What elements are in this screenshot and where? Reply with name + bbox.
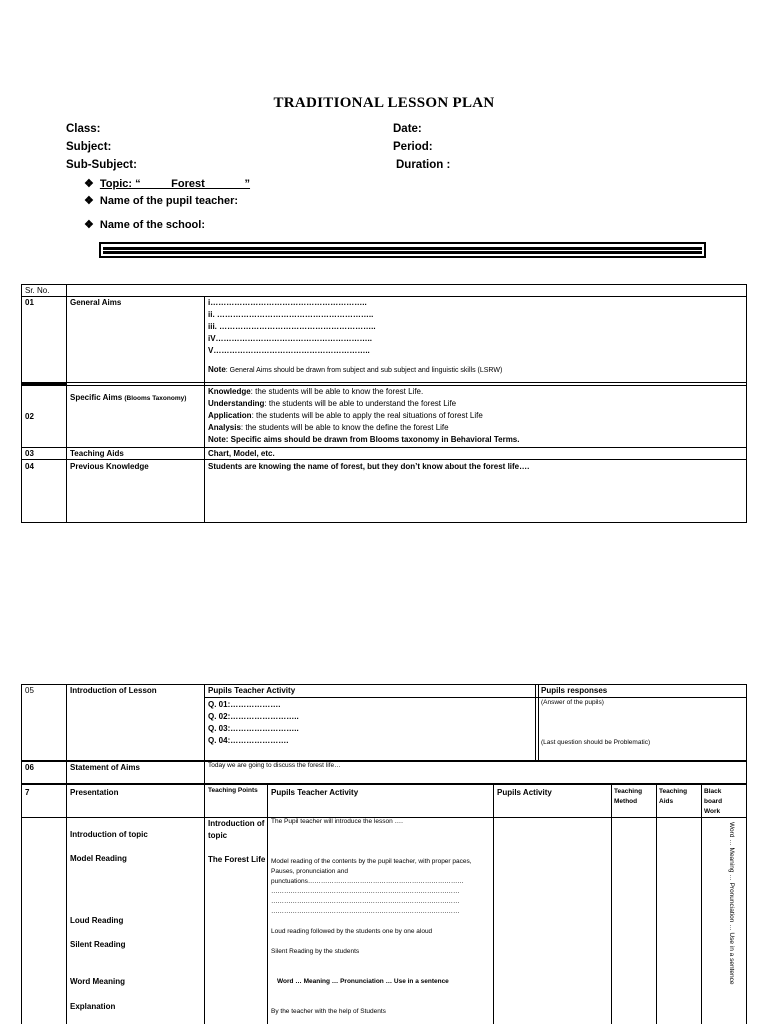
teaching-aids-label: Teaching Aids [70,449,124,458]
pupils-answer-note: (Answer of the pupils) [541,699,604,706]
sr-no-header: Sr. No. [25,286,50,295]
double-rule-divider [99,242,706,258]
analysis-text: : the students will be able to know the define the forest Life [240,423,449,432]
blackboard-vertical-text: Word … Meaning … Pronunciation … Use in a sentence [728,822,735,985]
teaching-aids-value: Chart, Model, etc. [208,449,275,458]
page-title: TRADITIONAL LESSON PLAN [273,95,495,111]
general-aims-label: General Aims [70,298,122,307]
understanding-aim [208,399,456,408]
class-label: Class: [66,123,101,135]
silent-reading-label: Silent Reading [70,940,126,949]
activity-model-reading: Model reading of the contents by the pupil teacher, with proper paces, Pauses, pronunciation and punctuations……………………………………………………………… [271,858,472,885]
row-02-sr: 02 [25,412,34,421]
question-3: Q. 03:…………………….. [208,724,299,733]
word-meaning-label: Word Meaning [70,977,125,986]
activity-explanation: By the teacher with the help of Students [271,1008,386,1015]
understanding-text: : the students will be able to understand the forest Life [264,399,457,408]
activity-dots-1: …………………………………………………………………………… [271,888,460,895]
activity-word-meaning: Word … Meaning … Pronunciation … Use in a sentence [277,978,449,985]
statement-of-aims-value: Today we are going to discuss the forest life… [208,762,341,769]
general-aim-3: iii. ………………………………………………….. [208,322,376,331]
knowledge-aim [208,387,423,396]
general-aim-5: V………………………………………………….. [208,346,370,355]
note-text: : General Aims should be drawn from subject and sub subject and linguistic skills (LSRW) [225,367,503,374]
pupils-activity-header: Pupils Activity [497,788,552,797]
blooms-taxonomy-text: (Blooms Taxonomy) [124,395,187,402]
row-03-sr: 03 [25,449,34,458]
topic-text: Topic: “ Forest ” [99,178,251,190]
school-line [84,218,205,231]
understanding-label: Understanding [208,399,265,408]
period-label: Period: [393,141,433,153]
sub-subject-label: Sub-Subject: [66,159,137,171]
teaching-method-header: Teaching Method [614,788,643,805]
question-1: Q. 01:………………. [208,700,281,709]
general-aims-note [208,359,502,377]
diamond-bullet-icon: ❖ [84,178,94,190]
specific-aims-note: Note: Specific aims should be drawn from Blooms taxonomy in Behavioral Terms. [208,435,520,444]
date-label: Date: [393,123,422,135]
pupil-teacher-line [84,194,238,207]
previous-knowledge-value: Students are knowing the name of forest, but they don’t know about the forest life…. [208,462,530,471]
activity-silent-reading: Silent Reading by the students [271,948,360,955]
teaching-points-header: Teaching Points [208,787,258,794]
school-label: Name of the school: [99,219,205,231]
row-06-sr: 06 [25,763,34,772]
row-07-sr: 7 [25,788,30,797]
diamond-bullet-icon: ❖ [84,195,94,207]
specific-aims-text: Specific Aims [70,393,125,402]
topic-line [84,177,250,190]
general-aim-1: i………………………………………………….. [208,298,367,307]
general-aim-4: iV………………………………………………….. [208,334,373,343]
loud-reading-label: Loud Reading [70,916,124,925]
model-reading-label: Model Reading [70,854,127,863]
activity-loud-reading: Loud reading followed by the students one by one aloud [271,928,433,935]
pupil-teacher-label: Name of the pupil teacher: [99,195,239,207]
question-2: Q. 02:…………………….. [208,712,299,721]
knowledge-text: : the students will be able to know the forest Life. [250,387,424,396]
pupils-teacher-activity-col-header: Pupils Teacher Activity [271,788,359,797]
problematic-question-note: (Last question should be Problematic) [541,739,651,746]
analysis-aim [208,423,449,432]
row-05-sr: 05 [25,686,34,695]
previous-knowledge-label: Previous Knowledge [70,462,149,471]
diamond-bullet-icon: ❖ [84,219,94,231]
activity-dots-2: …………………………………………………………………………… [271,898,460,905]
application-label: Application [208,411,252,420]
intro-topic-label: Introduction of topic [70,830,148,839]
application-aim [208,411,483,420]
introduction-label: Introduction of Lesson [70,686,157,695]
activity-intro: The Pupil teacher will introduce the lesson …. [271,818,403,825]
specific-aims-label [70,387,186,405]
row-04-sr: 04 [25,462,34,471]
explanation-label: Explanation [70,1002,116,1011]
pupils-responses-header: Pupils responses [541,686,608,695]
subject-label: Subject: [66,141,112,153]
row-01-sr: 01 [25,298,34,307]
teaching-point-intro: Introduction of topic [208,819,265,840]
blackboard-work-header: Black board Work [704,788,723,815]
duration-label: Duration : [396,159,451,171]
note-label: Note [208,365,226,374]
analysis-label: Analysis [208,423,241,432]
teaching-aids-header: Teaching Aids [659,788,688,805]
question-4: Q. 04:…………………. [208,736,289,745]
introduction-row [21,684,747,761]
presentation-label: Presentation [70,788,119,797]
pupils-teacher-activity-header: Pupils Teacher Activity [208,686,296,695]
activity-dots-3: …………………………………………………………………………… [271,908,460,915]
application-text: : the students will be able to apply the real situations of forest Life [251,411,483,420]
teaching-point-forest-life: The Forest Life [208,855,266,864]
general-aim-2: ii. ………………………………………………….. [208,310,374,319]
knowledge-label: Knowledge [208,387,251,396]
statement-of-aims-label: Statement of Aims [70,763,140,772]
